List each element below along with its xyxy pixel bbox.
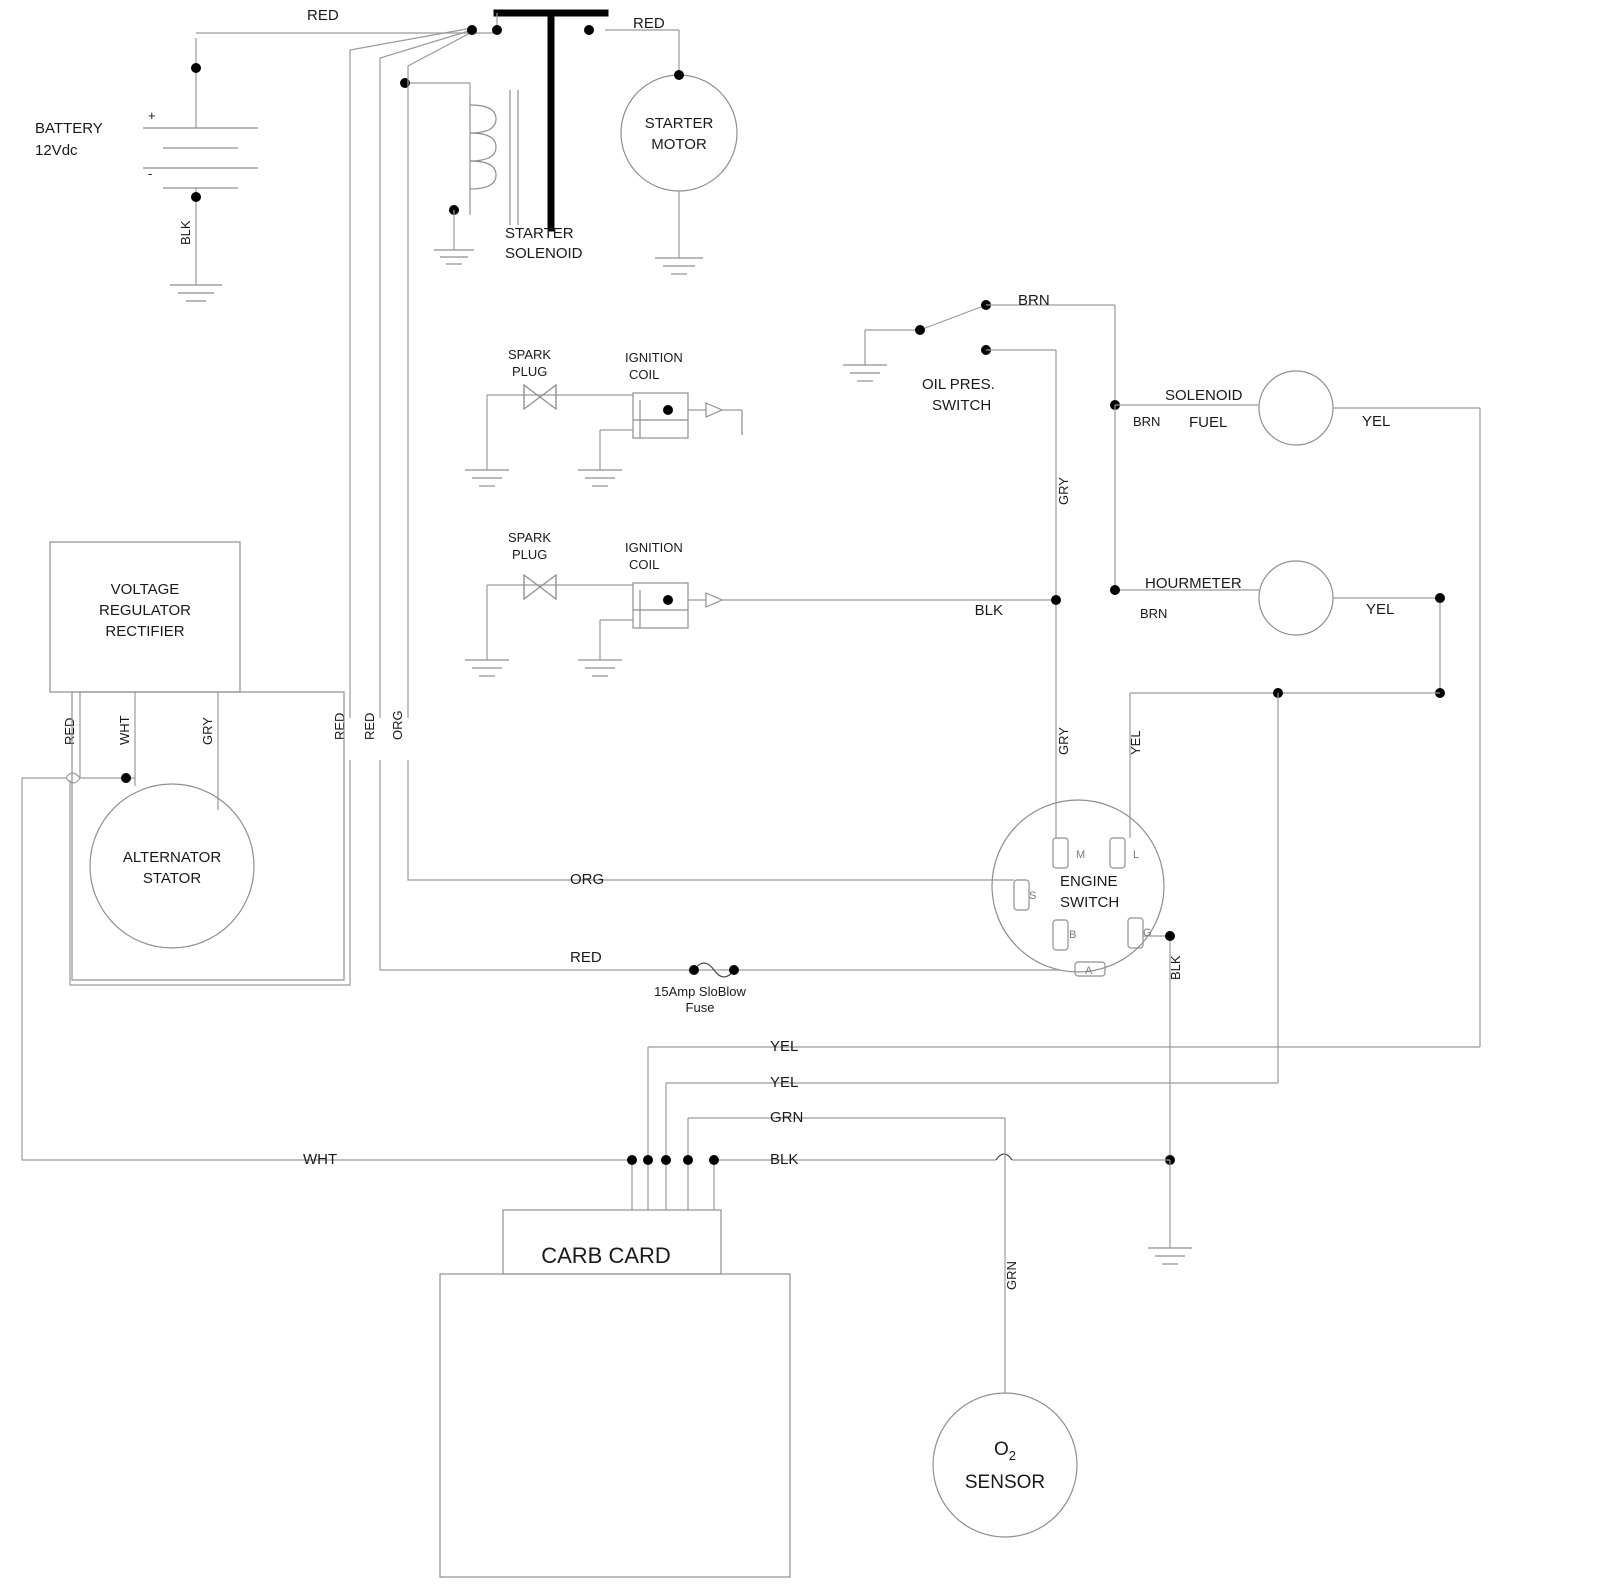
starter-solenoid-label-1: STARTER (505, 225, 574, 242)
spark-plug-1 (465, 385, 633, 486)
engine-switch-terminal-m: M (1076, 849, 1086, 861)
o2-sensor-label-2: SENSOR (964, 1472, 1046, 1493)
carb-yel-1-label: YEL (770, 1038, 799, 1055)
vr-red-label: RED (62, 717, 77, 745)
battery-ground-wire-label: BLK (178, 220, 193, 245)
engine-switch-terminal-a: A (1085, 965, 1093, 977)
oil-pres-switch-label-1: OIL PRES. (922, 376, 995, 393)
fuel-solenoid-symbol (1110, 371, 1480, 693)
battery-spec: 12Vdc (35, 142, 78, 159)
alternator-label-2: STATOR (142, 870, 202, 887)
carb-card-bus-wires (22, 693, 1480, 1210)
ignition-coil-1 (578, 393, 742, 486)
vr-wht-label: WHT (117, 715, 132, 745)
carb-wht-label: WHT (303, 1151, 338, 1168)
voltage-regulator-label-1: VOLTAGE (110, 581, 180, 598)
engine-switch-terminal-g: G (1143, 927, 1152, 939)
vr-gry-label: GRY (200, 717, 215, 745)
engine-switch-label-1: ENGINE (1060, 873, 1118, 890)
hourmeter-symbol (1110, 405, 1445, 1055)
starter-solenoid-label-2: SOLENOID (505, 245, 583, 262)
engine-switch-label-2: SWITCH (1060, 894, 1120, 911)
starter-motor-label-2: MOTOR (651, 136, 707, 153)
spark-plug-2-label-1: SPARK (508, 530, 552, 545)
carb-grn-label: GRN (770, 1109, 804, 1126)
engine-switch-terminal-l: L (1133, 849, 1140, 861)
battery-minus: - (148, 166, 153, 181)
voltage-regulator-label-2: REGULATOR (99, 602, 191, 619)
engine-switch-terminal-s: S (1029, 890, 1037, 902)
oil-pres-switch-label-2: SWITCH (932, 397, 992, 414)
starter-solenoid-symbol (400, 78, 518, 264)
engine-switch-terminal-b: B (1069, 929, 1077, 941)
yel-solenoid-label: YEL (1362, 413, 1391, 430)
wire-label-solenoid-to-starter: RED (633, 15, 665, 32)
voltage-regulator-label-3: RECTIFIER (105, 623, 185, 640)
trunk-red-1-label: RED (332, 712, 347, 740)
gry-lower-label: GRY (1056, 727, 1071, 755)
fuse-label-1: 15Amp SloBlow (654, 984, 746, 999)
yel-hour-label: YEL (1366, 601, 1395, 618)
carb-yel-2-label: YEL (770, 1074, 799, 1091)
fuse-label-2: Fuse (685, 1000, 715, 1015)
brn-oil-label: BRN (1018, 292, 1050, 309)
spark-plug-2 (465, 575, 633, 676)
carb-card-label: CARB CARD (541, 1243, 671, 1268)
ignition-coil-1-label-2: COIL (629, 367, 660, 382)
fuel-solenoid-label-2: FUEL (1189, 414, 1228, 431)
spark-plug-2-label-2: PLUG (512, 547, 548, 562)
red-run-label: RED (570, 949, 602, 966)
org-run-label: ORG (570, 871, 605, 888)
battery-label: BATTERY (35, 120, 103, 137)
trunk-lower-wires (70, 760, 1020, 985)
brn-hour-label: BRN (1140, 606, 1168, 621)
ignition-coil-2-label-2: COIL (629, 557, 660, 572)
engine-switch-symbol (992, 595, 1192, 1264)
carb-blk-label: BLK (770, 1151, 799, 1168)
fuse-symbol (689, 963, 739, 977)
ignition-coil-1-label-1: IGNITION (625, 350, 683, 365)
blk-coil-label: BLK (974, 602, 1003, 619)
trunk-red-2-label: RED (362, 712, 377, 740)
yel-switch-label: YEL (1128, 730, 1143, 755)
spark-plug-1-label-1: SPARK (508, 347, 552, 362)
oil-pressure-switch-symbol (843, 300, 1115, 600)
o2-grn-label: GRN (1004, 1261, 1019, 1290)
bus-fan-wires (350, 25, 477, 718)
main-power-bus (497, 13, 605, 228)
wire-label-battery-to-solenoid: RED (307, 7, 339, 24)
battery-symbol (143, 38, 258, 301)
hourmeter-label: HOURMETER (1145, 575, 1242, 592)
fuel-solenoid-label-1: SOLENOID (1165, 387, 1243, 404)
trunk-org-label: ORG (390, 710, 405, 740)
blk-switch-label: BLK (1168, 955, 1183, 980)
battery-to-bus-wire (196, 13, 502, 35)
alternator-label-1: ALTERNATOR (122, 849, 222, 866)
battery-plus: + (148, 108, 156, 123)
spark-plug-1-label-2: PLUG (512, 364, 548, 379)
o2-sensor-label-1: $O_2$ (993, 1439, 1017, 1463)
starter-motor-label-1: STARTER (644, 115, 714, 132)
gry-upper-label: GRY (1056, 477, 1071, 505)
ignition-coil-2-label-1: IGNITION (625, 540, 683, 555)
brn-solenoid-label: BRN (1133, 414, 1161, 429)
